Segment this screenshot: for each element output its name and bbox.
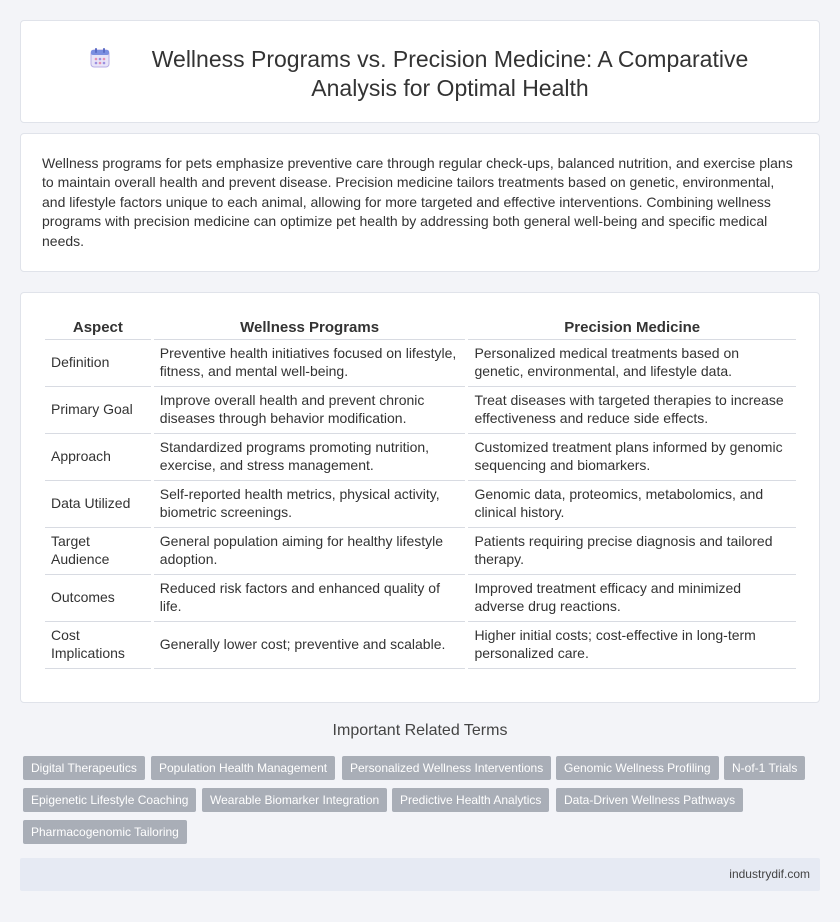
footer [20,858,820,891]
row-precision: Treat diseases with targeted therapies to increase effectiveness and reduce side effects. [468,387,796,434]
row-wellness: Improve overall health and prevent chronic diseases through behavior modification. [154,387,466,434]
row-aspect: Primary Goal [45,387,151,434]
header-precision-medicine: Precision Medicine [468,314,796,340]
tag-genomic-wellness-profiling[interactable]: Genomic Wellness Profiling [556,756,719,780]
row-wellness: Preventive health initiatives focused on lifestyle, fitness, and mental well-being. [154,340,466,387]
comparison-table-card [20,292,820,703]
table-row [45,340,796,387]
row-precision: Customized treatment plans informed by genomic sequencing and biomarkers. [468,434,796,481]
table-row [45,528,796,575]
row-wellness: Standardized programs promoting nutrition, exercise, and stress management. [154,434,466,481]
tag-pharmacogenomic-tailoring[interactable]: Pharmacogenomic Tailoring [23,820,187,844]
tag-digital-therapeutics[interactable]: Digital Therapeutics [23,756,145,780]
table-header-row [45,314,796,340]
table-row [45,387,796,434]
intro-card [20,133,820,272]
tag-wearable-biomarker-integration[interactable]: Wearable Biomarker Integration [202,788,387,812]
table-row [45,481,796,528]
calendar-icon [89,47,111,69]
row-aspect: Cost Implications [45,622,151,669]
related-terms-heading: Important Related Terms [332,722,508,739]
page-title: Wellness Programs vs. Precision Medicine: A Comparative Analysis for Optimal Health [151,46,749,101]
row-aspect: Target Audience [45,528,151,575]
row-precision: Genomic data, proteomics, metabolomics, and clinical history. [468,481,796,528]
tag-n-of-1-trials[interactable]: N-of-1 Trials [724,756,805,780]
row-precision: Personalized medical treatments based on genetic, environmental, and lifestyle data. [468,340,796,387]
row-wellness: General population aiming for healthy lifestyle adoption. [154,528,466,575]
comparison-table [42,314,799,669]
header-wellness-programs: Wellness Programs [154,314,466,340]
title-card [20,20,820,123]
row-aspect: Outcomes [45,575,151,622]
tag-epigenetic-lifestyle-coaching[interactable]: Epigenetic Lifestyle Coaching [23,788,196,812]
tag-predictive-health-analytics[interactable]: Predictive Health Analytics [392,788,549,812]
row-precision: Patients requiring precise diagnosis and tailored therapy. [468,528,796,575]
tag-population-health-management[interactable]: Population Health Management [151,756,335,780]
row-wellness: Reduced risk factors and enhanced quality of life. [154,575,466,622]
intro-paragraph: Wellness programs for pets emphasize preventive care through regular check-ups, balanced nutrition, and exercise plans to maintain overall health and prevent disease. Precision medicine tailors treatments based on genetic, environmental, and lifestyle factors unique to each animal, allowing for more targeted and effective interventions. Combining wellness programs with precision medicine can optimize pet health by addressing both general well-being and specific medical needs. [42,155,793,249]
table-row [45,622,796,669]
header-aspect: Aspect [45,314,151,340]
row-aspect: Data Utilized [45,481,151,528]
tag-data-driven-wellness-pathways[interactable]: Data-Driven Wellness Pathways [556,788,743,812]
tag-personalized-wellness-interventions[interactable]: Personalized Wellness Interventions [342,756,551,780]
table-row [45,575,796,622]
row-precision: Higher initial costs; cost-effective in long-term personalized care. [468,622,796,669]
row-wellness: Generally lower cost; preventive and scalable. [154,622,466,669]
table-row [45,434,796,481]
row-wellness: Self-reported health metrics, physical activity, biometric screenings. [154,481,466,528]
footer-site-link[interactable]: industrydif.com [729,867,810,881]
row-precision: Improved treatment efficacy and minimized adverse drug reactions. [468,575,796,622]
row-aspect: Definition [45,340,151,387]
row-aspect: Approach [45,434,151,481]
